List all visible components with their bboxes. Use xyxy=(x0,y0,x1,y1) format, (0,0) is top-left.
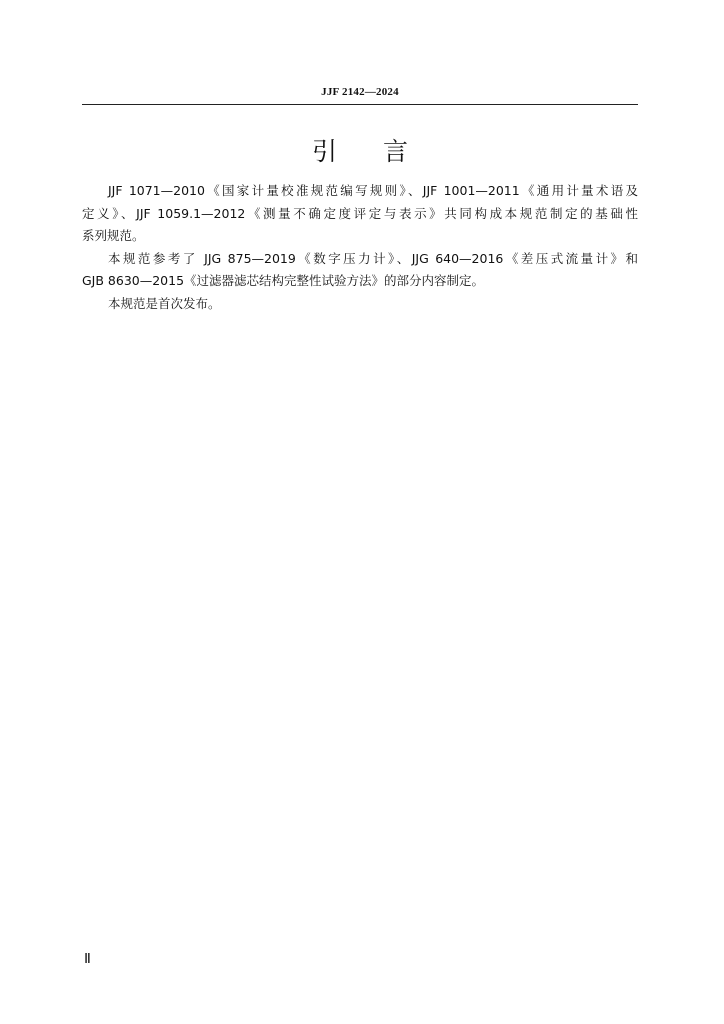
document-code-header: JJF 2142—2024 xyxy=(321,86,399,98)
section-title: 引言 xyxy=(311,137,454,166)
paragraph-1-line-2: 定义》、JJF 1059.1—2012《测量不确定度评定与表示》共同构成本规范制定的基础性 xyxy=(82,205,638,221)
paragraph-2-line-1: 本规范参考了 JJG 875—2019《数字压力计》、JJG 640—2016《差压式流量计》和 xyxy=(108,250,638,266)
paragraph-2-line-2: GJB 8630—2015《过滤器滤芯结构完整性试验方法》的部分内容制定。 xyxy=(82,273,485,289)
paragraph-3-line-1: 本规范是首次发布。 xyxy=(108,295,221,311)
header-divider xyxy=(82,104,638,105)
body-text xyxy=(82,180,638,316)
paragraph-1-line-3: 系列规范。 xyxy=(82,228,145,244)
paragraph-1-line-1: JJF 1071—2010《国家计量校准规范编写规则》、JJF 1001—2011《通用计量术语及 xyxy=(108,183,638,198)
page-number: Ⅱ xyxy=(84,952,91,967)
